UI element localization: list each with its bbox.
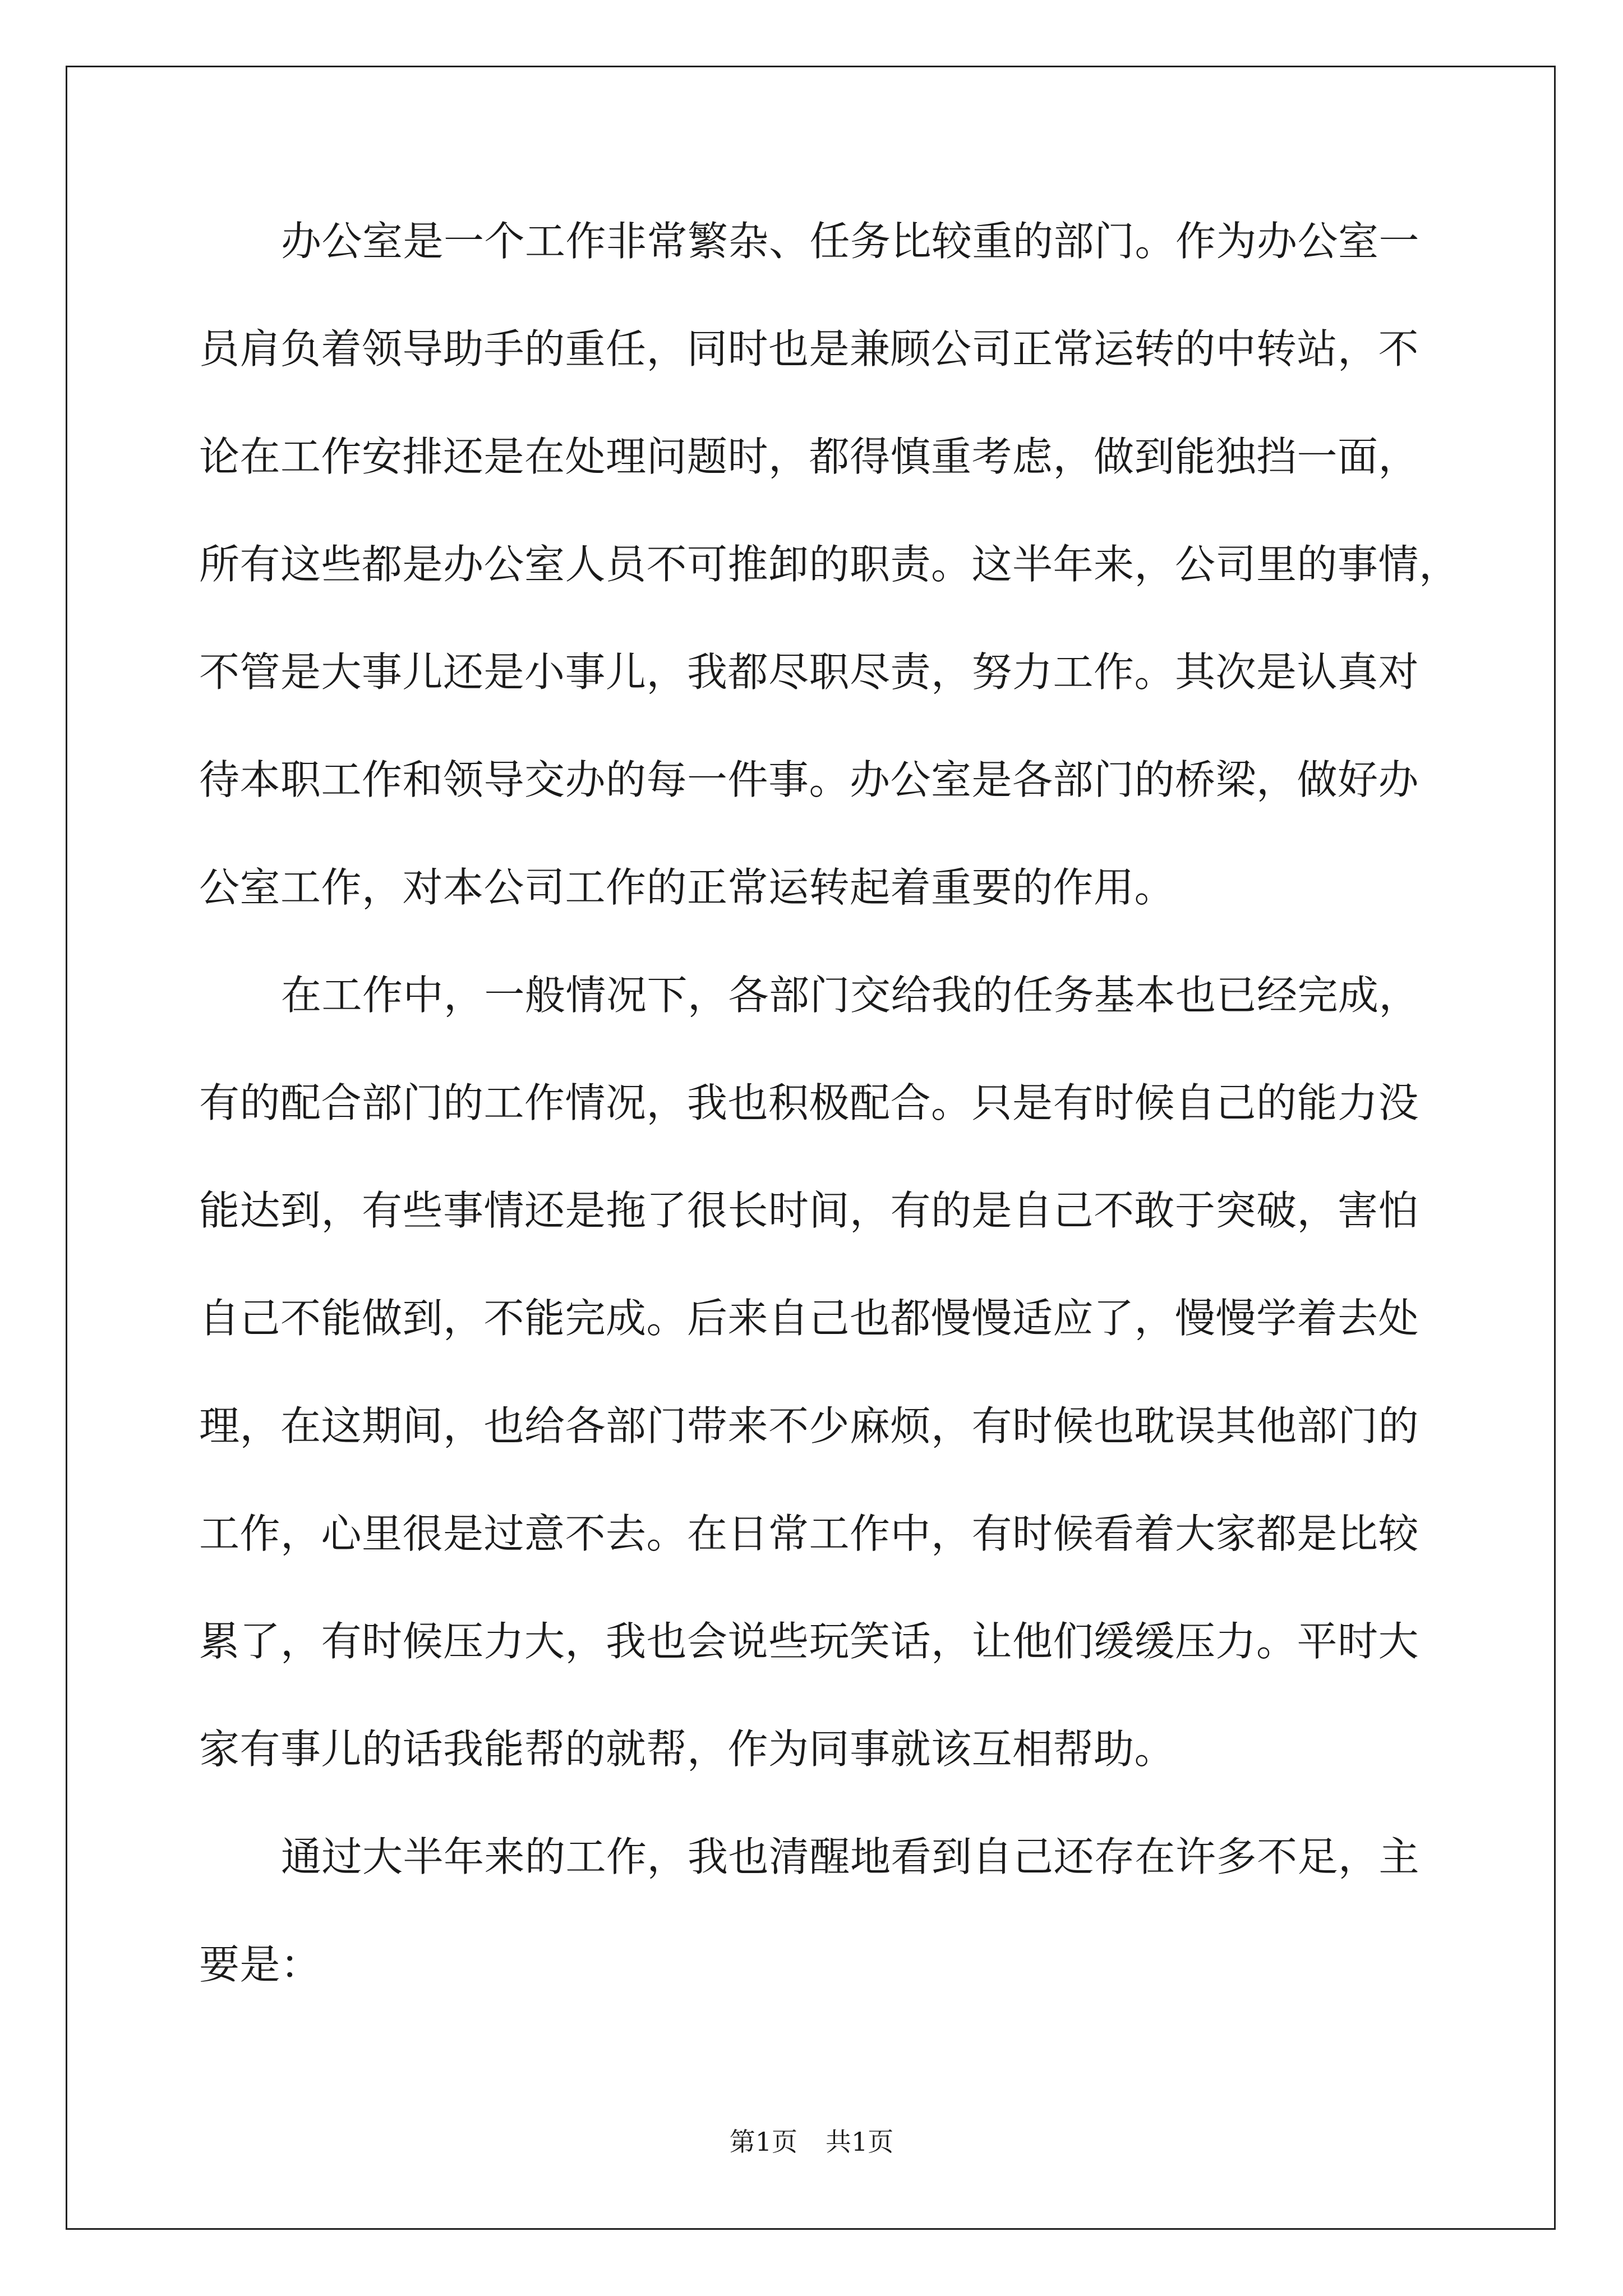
text-line: 待本职工作和领导交办的每一件事。办公室是各部门的桥梁，做好办 bbox=[199, 756, 1419, 803]
text-line: 能达到，有些事情还是拖了很长时间，有的是自己不敢于突破，害怕 bbox=[199, 1187, 1419, 1234]
text-line: 所有这些都是办公室人员不可推卸的职责。这半年来，公司里的事情， bbox=[199, 541, 1460, 588]
text-line: 要是： bbox=[199, 1941, 321, 1988]
text-line: 不管是大事儿还是小事儿，我都尽职尽责，努力工作。其次是认真对 bbox=[199, 648, 1419, 696]
page-border bbox=[66, 66, 1556, 2230]
text-line: 公室工作，对本公司工作的正常运转起着重要的作用。 bbox=[199, 864, 1175, 911]
text-line: 办公室是一个工作非常繁杂、任务比较重的部门。作为办公室一 bbox=[281, 218, 1420, 265]
text-line: 论在工作安排还是在处理问题时，都得慎重考虑，做到能独挡一面， bbox=[199, 433, 1419, 480]
text-line: 员肩负着领导助手的重任，同时也是兼顾公司正常运转的中转站，不 bbox=[199, 325, 1419, 372]
text-line: 理，在这期间，也给各部门带来不少麻烦，有时候也耽误其他部门的 bbox=[199, 1402, 1419, 1450]
text-line: 在工作中，一般情况下，各部门交给我的任务基本也已经完成， bbox=[281, 972, 1420, 1019]
text-line: 累了，有时候压力大，我也会说些玩笑话，让他们缓缓压力。平时大 bbox=[199, 1618, 1419, 1665]
text-line: 工作，心里很是过意不去。在日常工作中，有时候看着大家都是比较 bbox=[199, 1510, 1419, 1557]
text-line: 家有事儿的话我能帮的就帮，作为同事就该互相帮助。 bbox=[199, 1726, 1175, 1773]
text-line: 有的配合部门的工作情况，我也积极配合。只是有时候自己的能力没 bbox=[199, 1079, 1419, 1126]
page-total: 共1页 bbox=[826, 2127, 894, 2157]
page-footer bbox=[0, 2125, 1623, 2159]
text-line: 通过大半年来的工作，我也清醒地看到自己还存在许多不足，主 bbox=[281, 1833, 1420, 1880]
page-number: 第1页 bbox=[729, 2127, 797, 2157]
text-line: 自己不能做到，不能完成。后来自己也都慢慢适应了，慢慢学着去处 bbox=[199, 1295, 1419, 1342]
